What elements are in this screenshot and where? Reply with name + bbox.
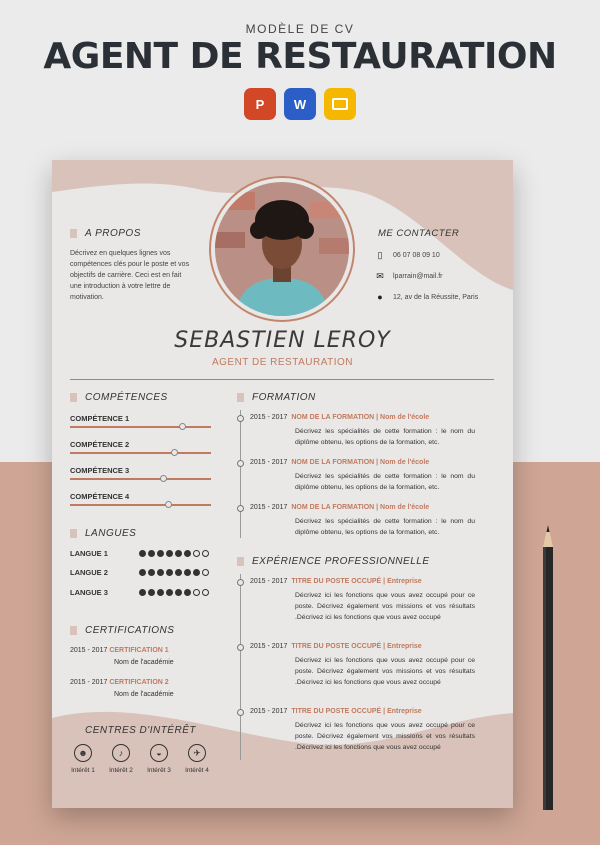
- app-icons: [244, 88, 356, 120]
- entry-description: Décrivez les spécialités de cette formation : le nom du diplôme obtenu, les options de la formation, etc.: [295, 518, 475, 536]
- rating-dot-empty: [202, 550, 209, 557]
- rating-dot-filled: [148, 569, 155, 576]
- phone-icon: ▯: [377, 250, 383, 260]
- entry-description: Décrivez les spécialités de cette formation : le nom du diplôme obtenu, les options de la formation, etc.: [295, 473, 475, 491]
- contact-heading: [378, 228, 459, 239]
- skills-heading-text: COMPÉTENCES: [85, 392, 168, 403]
- mail-icon: ✉: [376, 271, 384, 281]
- timeline-dot: [237, 505, 244, 512]
- skill-label: COMPÉTENCE 3: [70, 466, 130, 475]
- candidate-job-title: AGENT DE RESTAURATION: [211, 357, 354, 368]
- skill-label: COMPÉTENCE 1: [70, 414, 130, 423]
- interest-item: [70, 744, 96, 774]
- profile-photo: [209, 176, 355, 322]
- powerpoint-icon[interactable]: [244, 88, 276, 120]
- cinema-icon: ☻: [74, 744, 92, 762]
- rating-dot-filled: [148, 550, 155, 557]
- rating-dot-filled: [166, 569, 173, 576]
- cert-date: 2015 - 2017: [70, 647, 108, 654]
- skills-heading: [70, 392, 168, 403]
- skill-bar: [70, 478, 211, 480]
- powerpoint-letter: P: [255, 96, 265, 112]
- skill-bar: [70, 452, 211, 454]
- certifications-heading: [70, 625, 174, 636]
- interests-list: [70, 744, 210, 774]
- interest-label: Intérêt 4: [185, 767, 209, 774]
- skill-label: COMPÉTENCE 4: [70, 492, 130, 501]
- cert-date: 2015 - 2017: [70, 679, 108, 686]
- rating-dot-filled: [193, 569, 200, 576]
- interest-label: Intérêt 3: [147, 767, 171, 774]
- entry-title: TITRE DU POSTE OCCUPÉ | Entreprise: [291, 708, 422, 715]
- rating-dot-filled: [166, 589, 173, 596]
- word-icon[interactable]: [284, 88, 316, 120]
- page-title: AGENT DE RESTAURATION: [43, 36, 557, 77]
- entry-heading: [250, 708, 422, 715]
- rating-dot-filled: [175, 550, 182, 557]
- rating-dot-filled: [184, 550, 191, 557]
- interest-item: [108, 744, 134, 774]
- rating-dot-filled: [139, 569, 146, 576]
- candidate-name: SEBASTIEN LEROY: [174, 328, 391, 353]
- entry-title: NOM DE LA FORMATION | Nom de l'école: [291, 414, 430, 421]
- rating-dot-filled: [157, 589, 164, 596]
- entry-heading: [250, 414, 429, 421]
- entry-date: 2015 - 2017: [250, 414, 288, 421]
- rating-dot-filled: [175, 569, 182, 576]
- contact-address: [375, 292, 478, 302]
- rating-dot-filled: [166, 550, 173, 557]
- skill-slider-knob[interactable]: [179, 423, 186, 430]
- timeline-dot: [237, 709, 244, 716]
- google-slides-icon[interactable]: [324, 88, 356, 120]
- entry-date: 2015 - 2017: [250, 643, 288, 650]
- skill-slider-knob[interactable]: [165, 501, 172, 508]
- portrait-image: [215, 182, 349, 316]
- rating-dot-filled: [184, 569, 191, 576]
- cv-document: [52, 160, 513, 808]
- phone-text[interactable]: 06 07 08 09 10: [393, 252, 440, 259]
- about-text: Décrivez en quelques lignes vos compétences clés pour le poste et vos objectifs de carrière. Ceci est en fait une introduction à votre lettre de motivation.: [70, 250, 190, 301]
- skill-bar: [70, 426, 211, 428]
- rating-dot-filled: [157, 569, 164, 576]
- rating-dot-filled: [175, 589, 182, 596]
- rating-dot-filled: [157, 550, 164, 557]
- language-label: LANGUE 1: [70, 549, 108, 558]
- contact-phone: [375, 250, 440, 261]
- entry-description: Décrivez ici les fonctions que vous avez occupé pour ce poste. Décrivez également vos missions et vos résultats .Décrivez ici les fonctions que vous avez occupé: [295, 592, 475, 621]
- rating-dot-empty: [202, 569, 209, 576]
- contact-heading-text: ME CONTACTER: [378, 228, 460, 239]
- timeline-dot: [237, 644, 244, 651]
- language-rating: [139, 550, 209, 557]
- language-rating: [139, 589, 209, 596]
- rating-dot-empty: [193, 589, 200, 596]
- contact-email: [375, 271, 443, 282]
- entry-title: NOM DE LA FORMATION | Nom de l'école: [291, 459, 430, 466]
- email-text[interactable]: lparrain@mail.fr: [393, 273, 443, 280]
- timeline-dot: [237, 579, 244, 586]
- entry-title: TITRE DU POSTE OCCUPÉ | Entreprise: [291, 643, 422, 650]
- entry-description: Décrivez ici les fonctions que vous avez occupé pour ce poste. Décrivez également vos missions et vos résultats .Décrivez ici les fonctions que vous avez occupé: [295, 722, 475, 751]
- entry-date: 2015 - 2017: [250, 578, 288, 585]
- interest-label: Intérêt 1: [71, 767, 95, 774]
- entry-date: 2015 - 2017: [250, 504, 288, 511]
- skill-bar: [70, 504, 211, 506]
- entry-title: TITRE DU POSTE OCCUPÉ | Entreprise: [291, 578, 422, 585]
- location-pin-icon: ●: [377, 292, 383, 302]
- about-heading: [70, 228, 141, 239]
- cert-title: CERTIFICATION 2: [109, 679, 169, 686]
- formation-heading: [237, 392, 316, 403]
- interest-item: [146, 744, 172, 774]
- experience-heading: [237, 556, 430, 567]
- rating-dot-filled: [184, 589, 191, 596]
- travel-icon: ✈: [188, 744, 206, 762]
- address-text: 12, av de la Réussite, Paris: [393, 293, 479, 301]
- rating-dot-filled: [139, 550, 146, 557]
- timeline-dot: [237, 460, 244, 467]
- entry-heading: [250, 578, 422, 585]
- language-label: LANGUE 2: [70, 568, 108, 577]
- certification-1: [70, 647, 169, 654]
- language-rating: [139, 569, 209, 576]
- languages-heading-text: LANGUES: [85, 528, 137, 539]
- timeline-dot: [237, 415, 244, 422]
- certification-2: [70, 679, 169, 686]
- about-heading-text: A PROPOS: [85, 228, 141, 239]
- language-label: LANGUE 3: [70, 588, 108, 597]
- music-icon: ♪: [112, 744, 130, 762]
- pencil-image: [541, 525, 555, 810]
- formation-timeline: [240, 410, 241, 538]
- skill-slider-knob[interactable]: [160, 475, 167, 482]
- entry-title: NOM DE LA FORMATION | Nom de l'école: [291, 504, 430, 511]
- skill-label: COMPÉTENCE 2: [70, 440, 130, 449]
- rating-dot-filled: [148, 589, 155, 596]
- languages-heading: [70, 528, 136, 539]
- rating-dot-empty: [202, 589, 209, 596]
- page-subtitle: MODÈLE DE CV: [245, 22, 355, 36]
- interest-item: [184, 744, 210, 774]
- formation-heading-text: FORMATION: [252, 392, 316, 403]
- entry-date: 2015 - 2017: [250, 459, 288, 466]
- certifications-heading-text: CERTIFICATIONS: [85, 625, 175, 636]
- basket-icon: ◒: [150, 744, 168, 762]
- word-letter: W: [293, 96, 307, 112]
- interest-label: Intérêt 2: [109, 767, 133, 774]
- entry-heading: [250, 504, 429, 511]
- experience-heading-text: EXPÉRIENCE PROFESSIONNELLE: [252, 556, 430, 567]
- entry-description: Décrivez ici les fonctions que vous avez occupé pour ce poste. Décrivez également vos missions et vos résultats .Décrivez ici les fonctions que vous avez occupé: [295, 657, 475, 686]
- interests-heading: [70, 725, 196, 736]
- rating-dot-filled: [139, 589, 146, 596]
- cert-org: Nom de l'académie: [114, 691, 174, 698]
- interests-heading-text: CENTRES D'INTÉRÊT: [85, 725, 196, 736]
- cert-org: Nom de l'académie: [114, 659, 174, 666]
- skill-slider-knob[interactable]: [171, 449, 178, 456]
- divider: [70, 379, 494, 380]
- entry-heading: [250, 459, 429, 466]
- experience-timeline: [240, 574, 241, 760]
- cert-title: CERTIFICATION 1: [109, 647, 169, 654]
- entry-date: 2015 - 2017: [250, 708, 288, 715]
- entry-heading: [250, 643, 422, 650]
- rating-dot-empty: [193, 550, 200, 557]
- entry-description: Décrivez les spécialités de cette formation : le nom du diplôme obtenu, les options de la formation, etc.: [295, 428, 475, 446]
